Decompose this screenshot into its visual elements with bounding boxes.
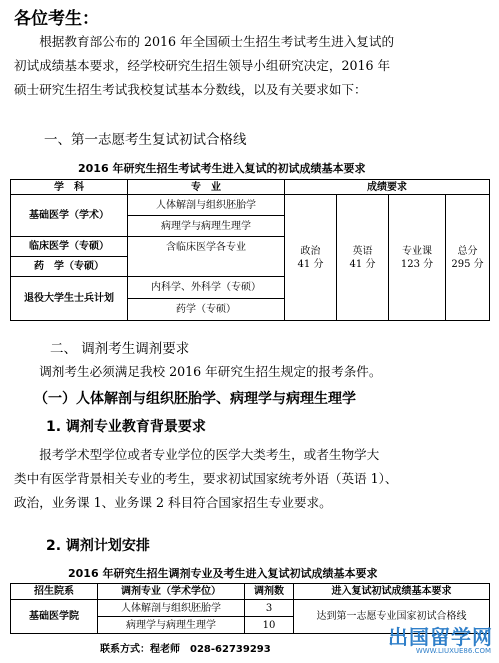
intro-line: 初试成绩基本要求，经学校研究生招生领导小组研究决定，2016 年 (14, 58, 391, 73)
table1-header-subject: 学 科 (11, 180, 128, 195)
table2-count: 3 (245, 600, 294, 617)
background-line: 报考学术型学位或者专业学位的医学大类考生，或者生物学大 (39, 447, 380, 462)
table2-header-major: 调剂专业（学术学位） (98, 584, 245, 600)
table1-subject: 基础医学（学术） (11, 195, 128, 237)
section-2-1-heading: （一）人体解剖与组织胚胎学、病理学与病理生理学 (34, 391, 356, 407)
table2-dept: 基础医学院 (11, 600, 98, 634)
table1-major: 人体解剖与组织胚胎学 (128, 195, 285, 216)
table1-major: 药学（专硕） (128, 299, 285, 321)
table2-header-count: 调剂数 (245, 584, 294, 600)
table1-pass-lines (10, 179, 490, 321)
table1-subject: 临床医学（专硕） (11, 237, 128, 257)
background-requirement (14, 443, 486, 515)
table1-major: 病理学与病理生理学 (128, 216, 285, 237)
table1-caption: 2016 年研究生招生考试考生进入复试的初试成绩基本要求 (78, 162, 366, 175)
section-2-1-1-heading: 1. 调剂专业教育背景要求 (46, 419, 206, 435)
background-line: 政治，业务课 1、业务课 2 科目符合国家招生专业要求。 (14, 495, 332, 510)
table2-caption: 2016 年研究生招生调剂专业及考生进入复试初试成绩基本要求 (68, 567, 378, 580)
watermark-url: WWW.LIUXUE86.COM (415, 647, 491, 655)
section-1-heading: 一、第一志愿考生复试初试合格线 (44, 132, 247, 148)
section-2-1-2-heading: 2. 调剂计划安排 (46, 538, 150, 554)
watermark-name: 出国留学网 (388, 625, 493, 649)
intro-paragraph (14, 30, 486, 102)
table1-header-score: 成绩要求 (285, 180, 490, 195)
contact-info: 联系方式：程老师 028-62739293 (100, 644, 271, 655)
table1-major: 内科学、外科学（专硕） (128, 277, 285, 299)
table1-major: 含临床医学各专业 (128, 237, 285, 277)
table1-subject: 退役大学生士兵计划 (11, 277, 128, 321)
transfer-condition: 调剂考生必须满足我校 2016 年研究生招生规定的报考条件。 (39, 364, 382, 379)
background-line: 类中有医学背景相关专业的考生，要求初试国家统考外语（英语 1）、 (14, 471, 398, 486)
table1-score-major: 专业课 123 分 (389, 195, 446, 321)
greeting: 各位考生： (14, 9, 99, 29)
table2-requirement: 达到第一志愿专业国家初试合格线 (294, 600, 490, 634)
table2-header-requirement: 进入复试初试成绩基本要求 (294, 584, 490, 600)
intro-line: 硕士研究生招生考试我校复试基本分数线，以及有关要求如下： (14, 82, 367, 97)
intro-line: 根据教育部公布的 2016 年全国硕士生招生考试考生进入复试的 (39, 34, 395, 49)
table1-subject: 药 学（专硕） (11, 257, 128, 277)
table1-score-english: 英语 41 分 (337, 195, 389, 321)
table2-count: 10 (245, 617, 294, 634)
site-watermark (383, 619, 493, 659)
table2-major: 病理学与病理生理学 (98, 617, 245, 634)
table1-score-politics: 政治 41 分 (285, 195, 337, 321)
table2-major: 人体解剖与组织胚胎学 (98, 600, 245, 617)
table1-score-total: 总分 295 分 (446, 195, 490, 321)
table2-header-dept: 招生院系 (11, 584, 98, 600)
table1-header-major: 专 业 (128, 180, 285, 195)
section-2-heading: 二、 调剂考生调剂要求 (50, 341, 190, 357)
